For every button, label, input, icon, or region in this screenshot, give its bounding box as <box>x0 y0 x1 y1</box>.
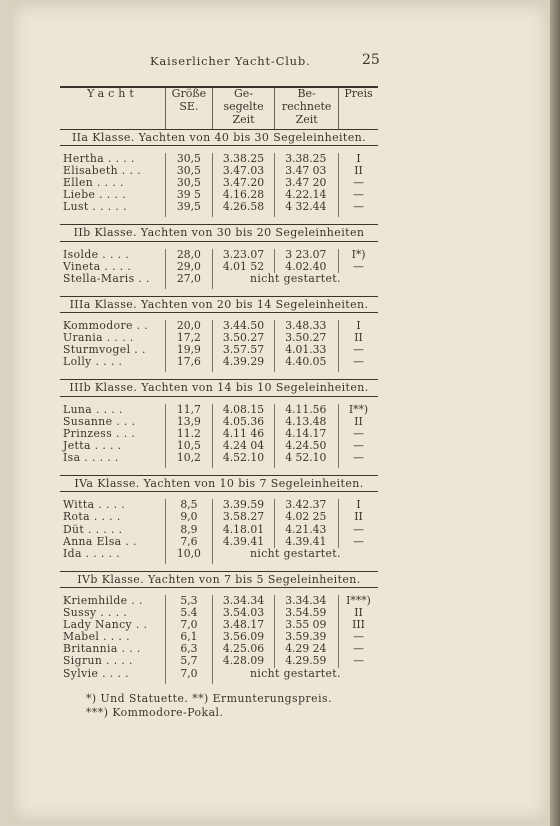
sailed-time: 4.39.41 <box>212 536 274 548</box>
footnote-line: ***) Kommodore-Pokal. <box>86 706 224 720</box>
prize: II <box>339 332 378 344</box>
calculated-time: 4.22.14 <box>275 189 339 201</box>
yacht-size: 5,7 <box>165 655 212 667</box>
yacht-size: 19,9 <box>165 344 212 356</box>
sailed-time: 3.34.34 <box>212 595 274 607</box>
prize: II <box>339 416 378 428</box>
yacht-size: 29,0 <box>165 261 212 273</box>
sailed-time: 4.11 46 <box>212 428 274 440</box>
yacht-size: 39,5 <box>165 201 212 217</box>
class-heading: IIa Klasse. Yachten von 40 bis 30 Segeleinheiten. <box>60 129 378 145</box>
table-row <box>60 249 378 261</box>
not-started-note: nicht gestartet. <box>212 273 378 289</box>
yacht-name: Susanne . . . <box>63 414 136 428</box>
calculated-time: 4.40.05 <box>275 356 339 372</box>
yacht-name: Lust . . . . . <box>63 200 127 214</box>
yacht-name: Witta . . . . <box>63 498 126 512</box>
sailed-time: 4.39.29 <box>212 356 274 372</box>
calculated-time: 3.47 20 <box>275 177 339 189</box>
calculated-time: 4.39.41 <box>275 536 339 548</box>
sailed-time: 3.47.20 <box>212 177 274 189</box>
yacht-size: 10,5 <box>165 440 212 452</box>
yacht-size: 8,5 <box>165 499 212 511</box>
yacht-name: Sigrun . . . . <box>63 654 133 668</box>
yacht-size: 10,2 <box>165 452 212 468</box>
yacht-size: 6,3 <box>165 643 212 655</box>
yacht-name: Rota . . . . <box>63 510 121 524</box>
prize: — <box>339 189 378 201</box>
prize: II <box>339 165 378 177</box>
prize: I***) <box>339 595 378 607</box>
yacht-size: 5.4 <box>165 607 212 619</box>
calculated-time: 3.38.25 <box>275 153 339 165</box>
spacer-cell <box>60 684 378 691</box>
yacht-size: 27,0 <box>165 273 212 289</box>
spacer-cell <box>60 217 378 225</box>
not-started-note: nicht gestartet. <box>212 668 378 684</box>
calculated-time: 3.50.27 <box>275 332 339 344</box>
sailed-time: 4.05.36 <box>212 416 274 428</box>
col-header-prize: Preis <box>339 87 378 129</box>
yacht-name: Ellen . . . . <box>63 175 124 189</box>
prize: III <box>339 619 378 631</box>
sailed-time: 4.52.10 <box>212 452 274 468</box>
sailed-time: 3.38.25 <box>212 153 274 165</box>
yacht-name: Liebe . . . . <box>63 188 126 202</box>
sailed-time: 3.44.50 <box>212 320 274 332</box>
table-row <box>60 273 378 289</box>
yacht-name: Sussy . . . . <box>63 606 128 620</box>
prize: — <box>339 201 378 217</box>
prize: — <box>339 261 378 273</box>
prize: — <box>339 440 378 452</box>
table-row <box>60 452 378 468</box>
yacht-name: Kriemhilde . . <box>63 594 143 608</box>
calculated-time: 4.21.43 <box>275 524 339 536</box>
yacht-size: 30,5 <box>165 165 212 177</box>
page-edge <box>550 0 560 826</box>
calculated-time: 4.29 24 <box>275 643 339 655</box>
yacht-size: 7,0 <box>165 668 212 684</box>
sailed-time: 4.08.15 <box>212 404 274 416</box>
prize: — <box>339 643 378 655</box>
table-row <box>60 548 378 564</box>
sailed-time: 3.39.59 <box>212 499 274 511</box>
class-heading-row <box>60 129 378 145</box>
sailed-time: 4.01 52 <box>212 261 274 273</box>
yacht-size: 7,6 <box>165 536 212 548</box>
class-heading: IVa Klasse. Yachten von 10 bis 7 Segeleinheiten. <box>60 476 378 492</box>
class-heading: IIIa Klasse. Yachten von 20 bis 14 Segeleinheiten. <box>60 296 378 312</box>
calculated-time: 4.11.56 <box>275 404 339 416</box>
class-heading-row <box>60 476 378 492</box>
spacer-row <box>60 289 378 297</box>
sailed-time: 4.26.58 <box>212 201 274 217</box>
prize: II <box>339 607 378 619</box>
yacht-name: Isa . . . . . <box>63 451 119 464</box>
spacer-row <box>60 468 378 476</box>
yacht-size: 11.2 <box>165 428 212 440</box>
yacht-size: 20,0 <box>165 320 212 332</box>
yacht-name: Sturmvogel . . <box>63 343 146 357</box>
spacer-row <box>60 372 378 380</box>
spacer-row <box>60 564 378 572</box>
class-heading-row <box>60 296 378 312</box>
spacer-cell <box>60 289 378 297</box>
sailed-time: 3.47.03 <box>212 165 274 177</box>
calculated-time: 4.02.40 <box>275 261 339 273</box>
prize: — <box>339 536 378 548</box>
yacht-size: 30,5 <box>165 177 212 189</box>
calculated-time: 3.48.33 <box>275 320 339 332</box>
table-body <box>60 129 378 691</box>
spacer-cell <box>60 372 378 380</box>
table-row <box>60 261 378 273</box>
yacht-name: Sylvie . . . . <box>63 666 129 680</box>
results-table <box>60 86 378 691</box>
calculated-time: 3.54.59 <box>275 607 339 619</box>
yacht-name: Lolly . . . . <box>63 355 123 369</box>
yacht-name: Jetta . . . . <box>63 438 122 452</box>
footnote-line: *) Und Statuette. **) Ermunterungspreis. <box>86 692 332 705</box>
sailed-time: 3.23.07 <box>212 249 274 261</box>
calculated-time: 4.13.48 <box>275 416 339 428</box>
sailed-time: 3.50.27 <box>212 332 274 344</box>
yacht-name: Anna Elsa . . <box>63 534 137 548</box>
calculated-time: 3 23.07 <box>275 249 339 261</box>
running-title: Kaiserlicher Yacht-Club. <box>150 54 311 68</box>
yacht-name: Düt . . . . . <box>63 522 123 536</box>
yacht-size: 5,3 <box>165 595 212 607</box>
calculated-time: 4 32.44 <box>275 201 339 217</box>
class-heading-row <box>60 380 378 396</box>
col-header-yacht: Yacht <box>60 87 165 129</box>
yacht-name: Kommodore . . <box>63 319 149 333</box>
table-row <box>60 655 378 667</box>
prize: I*) <box>339 249 378 261</box>
calculated-time: 4.29.59 <box>275 655 339 667</box>
sailed-time: 3.56.09 <box>212 631 274 643</box>
sailed-time: 3.48.17 <box>212 619 274 631</box>
table-row <box>60 524 378 536</box>
prize: — <box>339 631 378 643</box>
yacht-name: Elisabeth . . . <box>63 163 141 177</box>
prize: — <box>339 177 378 189</box>
yacht-size: 8,9 <box>165 524 212 536</box>
sailed-time: 3.54.03 <box>212 607 274 619</box>
page-number: 25 <box>362 52 380 68</box>
footnotes <box>86 692 332 720</box>
yacht-size: 10,0 <box>165 548 212 564</box>
yacht-size: 9,0 <box>165 511 212 523</box>
calculated-time: 4.14.17 <box>275 428 339 440</box>
yacht-size: 28,0 <box>165 249 212 261</box>
yacht-size: 6,1 <box>165 631 212 643</box>
spacer-row <box>60 684 378 691</box>
sailed-time: 3.58.27 <box>212 511 274 523</box>
yacht-name: Britannia . . . <box>63 642 141 656</box>
yacht-name: Mabel . . . . <box>63 630 130 644</box>
prize: — <box>339 524 378 536</box>
prize: I <box>339 320 378 332</box>
calculated-time: 3.34.34 <box>275 595 339 607</box>
yacht-name: Luna . . . . <box>63 402 123 416</box>
class-heading-row <box>60 571 378 587</box>
calculated-time: 3.47 03 <box>275 165 339 177</box>
running-header <box>0 54 560 74</box>
table-row <box>60 511 378 523</box>
sailed-time: 4.16.28 <box>212 189 274 201</box>
yacht-name: Ida . . . . . <box>63 546 121 560</box>
prize: I <box>339 153 378 165</box>
class-heading: IVb Klasse. Yachten von 7 bis 5 Segeleinheiten. <box>60 571 378 587</box>
yacht-name: Urania . . . . <box>63 331 134 345</box>
spacer-cell <box>60 468 378 476</box>
prize: I**) <box>339 404 378 416</box>
spacer-row <box>60 217 378 225</box>
calculated-time: 3.42.37 <box>275 499 339 511</box>
prize: — <box>339 344 378 356</box>
sailed-time: 4.18.01 <box>212 524 274 536</box>
prize: — <box>339 356 378 372</box>
table-header-row <box>60 87 378 129</box>
calculated-time: 4 52.10 <box>275 452 339 468</box>
calculated-time: 4.02 25 <box>275 511 339 523</box>
calculated-time: 4.01.33 <box>275 344 339 356</box>
yacht-size: 13,9 <box>165 416 212 428</box>
sailed-time: 4.25.06 <box>212 643 274 655</box>
yacht-size: 17,6 <box>165 356 212 372</box>
yacht-name: Stella-Maris . . <box>63 271 150 285</box>
yacht-size: 39 5 <box>165 189 212 201</box>
sailed-time: 4.24 04 <box>212 440 274 452</box>
yacht-name: Isolde . . . . <box>63 247 130 261</box>
yacht-name: Hertha . . . . <box>63 151 135 165</box>
calculated-time: 3.59.39 <box>275 631 339 643</box>
prize: — <box>339 428 378 440</box>
table-row <box>60 356 378 372</box>
table-row <box>60 668 378 684</box>
yacht-name: Prinzess . . . <box>63 426 136 440</box>
not-started-note: nicht gestartet. <box>212 548 378 564</box>
yacht-size: 7,0 <box>165 619 212 631</box>
yacht-size: 17,2 <box>165 332 212 344</box>
table-row <box>60 536 378 548</box>
class-heading: IIb Klasse. Yachten von 30 bis 20 Segeleinheiten <box>60 225 378 241</box>
col-header-size: Größe SE. <box>165 87 212 129</box>
spacer-cell <box>60 564 378 572</box>
sailed-time: 4.28.09 <box>212 655 274 667</box>
calculated-time: 4.24.50 <box>275 440 339 452</box>
prize: — <box>339 655 378 667</box>
sailed-time: 3.57.57 <box>212 344 274 356</box>
prize: II <box>339 511 378 523</box>
yacht-size: 11,7 <box>165 404 212 416</box>
yacht-size: 30,5 <box>165 153 212 165</box>
yacht-name: Vineta . . . . <box>63 259 132 273</box>
table-row <box>60 201 378 217</box>
table-row <box>60 404 378 416</box>
yacht-name: Lady Nancy . . <box>63 618 148 632</box>
col-header-sailed-time: Ge- segelte Zeit <box>212 87 274 129</box>
prize: I <box>339 499 378 511</box>
class-heading: IIIb Klasse. Yachten von 14 bis 10 Segeleinheiten. <box>60 380 378 396</box>
class-heading-row <box>60 225 378 241</box>
col-header-calculated-time: Be- rechnete Zeit <box>275 87 339 129</box>
calculated-time: 3.55 09 <box>275 619 339 631</box>
prize: — <box>339 452 378 468</box>
